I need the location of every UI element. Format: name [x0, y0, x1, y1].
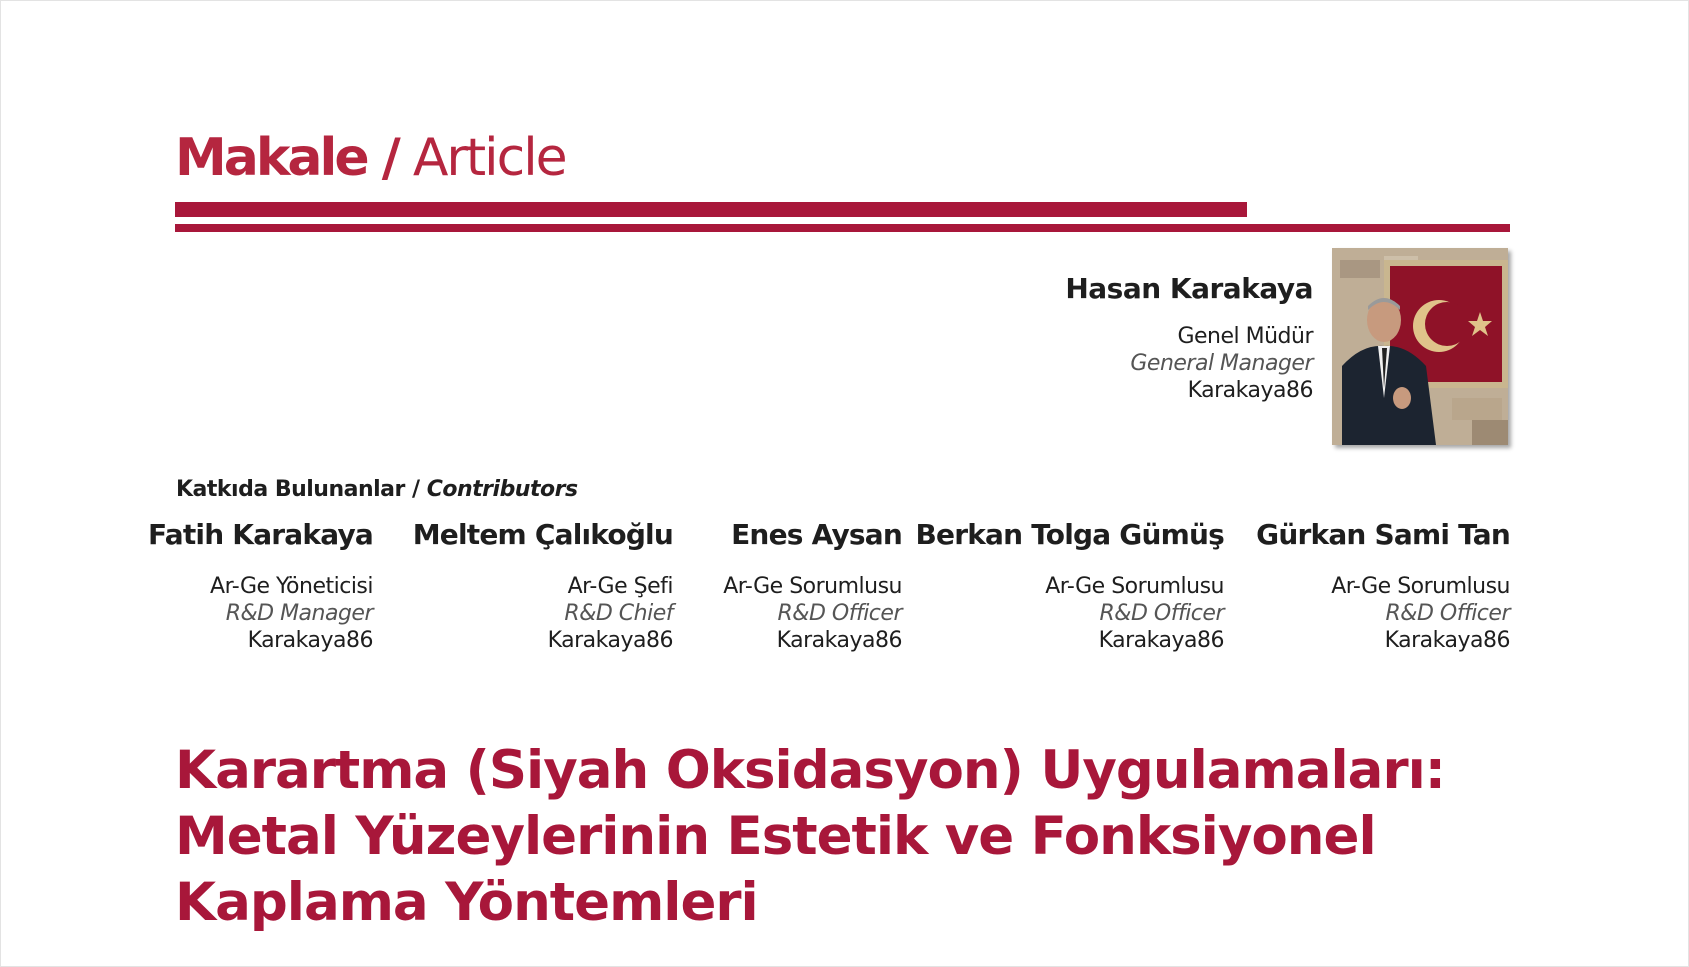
contributor-title-tr: Ar-Ge Sorumlusu: [1331, 574, 1510, 599]
contributor-card: [413, 518, 673, 654]
contributor-company: Karakaya86: [247, 628, 373, 653]
contributor-company: Karakaya86: [776, 628, 902, 653]
contributors-label-separator: /: [404, 477, 427, 502]
contributor-title-en: R&D Chief: [564, 601, 673, 626]
author-photo: [1332, 248, 1508, 445]
section-header: [175, 128, 566, 188]
contributor-title-en: R&D Officer: [1099, 601, 1224, 626]
contributor-title-tr: Ar-Ge Yöneticisi: [210, 574, 373, 599]
author-title-tr: Genel Müdür: [1177, 324, 1313, 349]
section-label-en: Article: [412, 128, 566, 188]
header-rule-thick: [175, 202, 1247, 217]
contributor-name: Enes Aysan: [731, 518, 902, 551]
contributors-label-en: Contributors: [426, 477, 578, 502]
header-rule-thin: [175, 224, 1510, 232]
contributor-name: Fatih Karakaya: [148, 518, 373, 551]
contributor-title-en: R&D Manager: [225, 601, 373, 626]
article-title-line: Karartma (Siyah Oksidasyon) Uygulamaları:: [175, 740, 1445, 801]
contributor-name: Gürkan Sami Tan: [1256, 518, 1510, 551]
contributor-name: Meltem Çalıkoğlu: [412, 518, 673, 551]
contributor-name: Berkan Tolga Gümüş: [915, 518, 1224, 551]
contributor-card: [915, 518, 1224, 654]
author-company: Karakaya86: [1187, 378, 1313, 403]
contributor-title-tr: Ar-Ge Şefi: [567, 574, 673, 599]
section-separator: /: [366, 128, 413, 188]
author-title-en: General Manager: [1130, 351, 1313, 376]
contributor-title-tr: Ar-Ge Sorumlusu: [723, 574, 902, 599]
author-block: [1065, 272, 1313, 404]
contributor-company: Karakaya86: [547, 628, 673, 653]
contributor-card: [148, 518, 373, 654]
author-name: Hasan Karakaya: [1065, 272, 1313, 305]
contributors-label: [176, 477, 578, 502]
contributor-company: Karakaya86: [1098, 628, 1224, 653]
contributor-company: Karakaya86: [1384, 628, 1510, 653]
article-title: [175, 738, 1555, 936]
contributor-card: [723, 518, 902, 654]
article-title-line: Metal Yüzeylerinin Estetik ve Fonksiyonel: [175, 806, 1376, 867]
contributor-title-en: R&D Officer: [1385, 601, 1510, 626]
contributors-label-tr: Katkıda Bulunanlar: [176, 477, 405, 502]
contributor-title-tr: Ar-Ge Sorumlusu: [1045, 574, 1224, 599]
contributor-card: [1256, 518, 1510, 654]
contributor-title-en: R&D Officer: [777, 601, 902, 626]
section-label-tr: Makale: [175, 128, 367, 188]
article-title-line: Kaplama Yöntemleri: [175, 872, 758, 933]
